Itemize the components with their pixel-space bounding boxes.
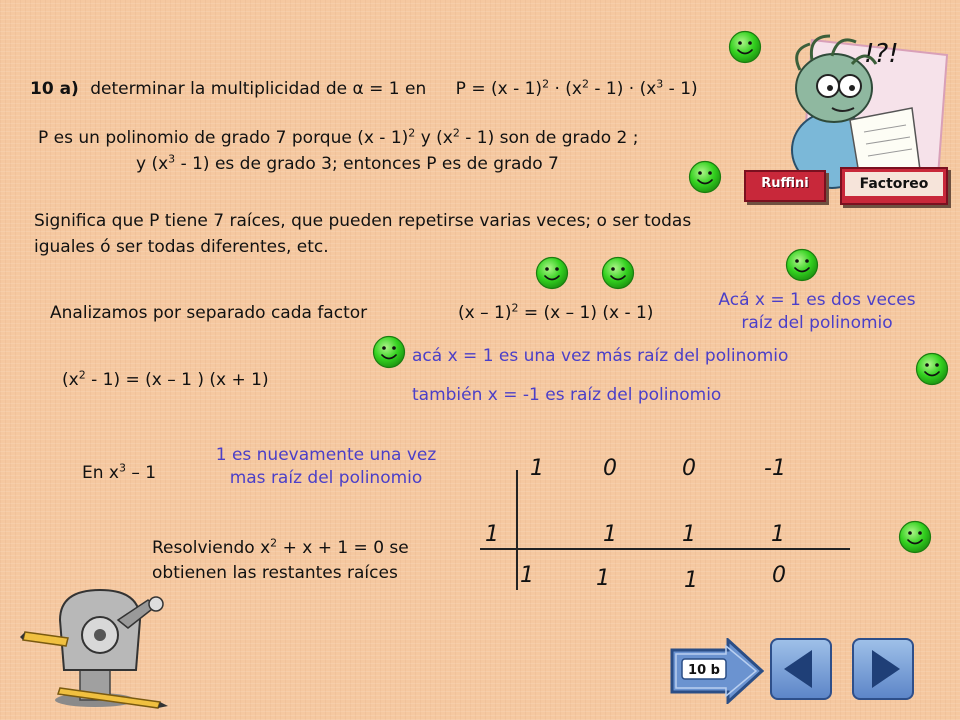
coefficient: -1 [764, 456, 786, 481]
solve-line-1: Resolviendo $x^2 + x + 1 = 0$ se [152, 536, 409, 558]
note-one-more-root: acá x = 1 es una vez más raíz del polinomio [412, 346, 789, 366]
next-10b-button[interactable] [668, 638, 764, 704]
ruffini-button-label: Ruffini [761, 176, 809, 191]
meaning-line-1: Significa que P tiene 7 raíces, que pueden repetirse varias veces; o ser todas [34, 211, 692, 231]
factoreo-button-label: Factoreo [845, 172, 943, 196]
alpha-symbol: α [352, 79, 364, 99]
previous-button[interactable] [770, 638, 832, 700]
note-again-root: 1 es nuevamente una vez mas raíz del polinomio [215, 445, 437, 488]
factoreo-button[interactable] [840, 167, 948, 205]
factor-1: (x – 1)$^2$ = (x – 1) (x - 1) [458, 301, 654, 323]
degree-line-1: P es un polinomio de grado 7 porque (x - 1)$^2$ y $(x^2 - 1)$ son de grado 2 ; [38, 126, 639, 148]
triangle-left-icon [772, 640, 830, 698]
pencil-sharpener-icon [20, 580, 170, 710]
alpha-value: = 1 en [363, 79, 427, 99]
smiley-icon [728, 30, 762, 64]
product: 1 [682, 522, 696, 547]
meaning-line-2: iguales ó ser todas diferentes, etc. [34, 237, 329, 257]
ruffini-root: 1 [485, 522, 499, 547]
next-button-label: 10 b [688, 663, 720, 678]
smiley-icon [915, 352, 949, 386]
problem-statement [30, 79, 698, 99]
coefficient: 1 [530, 456, 544, 481]
ruffini-horizontal-line [480, 548, 850, 550]
result: 1 [596, 566, 610, 591]
analysis-intro: Analizamos por separado cada factor [50, 303, 368, 323]
smiley-icon [688, 160, 722, 194]
smiley-icon [898, 520, 932, 554]
product: 1 [771, 522, 785, 547]
smiley-icon [785, 248, 819, 282]
triangle-right-icon [854, 640, 912, 698]
forward-button[interactable] [852, 638, 914, 700]
smiley-icon [601, 256, 635, 290]
smiley-icon [372, 335, 406, 369]
solve-line-2: obtienen las restantes raíces [152, 563, 398, 583]
ruffini-vertical-line [516, 470, 518, 590]
smiley-icon [535, 256, 569, 290]
polynomial-p: $P = (x - 1)^2 \cdot (x^2 - 1) \cdot (x^3 - 1)$ [455, 77, 698, 99]
degree-line-2: y $(x^3 - 1)$ es de grado 3; entonces P es de grado 7 [136, 152, 559, 174]
product: 1 [603, 522, 617, 547]
coefficient: 0 [603, 456, 617, 481]
ruffini-button[interactable] [744, 170, 826, 202]
exclaim-text: !?! [864, 39, 899, 69]
result: 1 [520, 563, 534, 588]
problem-text: determinar la multiplicidad de [90, 79, 348, 99]
note-double-root: Acá x = 1 es dos veces raíz del polinomio [718, 290, 916, 333]
result: 1 [684, 568, 698, 593]
third-factor-label: En $x^3 - 1$ [82, 461, 157, 483]
factor-2: $(x^2 - 1) = (x - 1$ ) (x + 1) [62, 368, 269, 390]
result: 0 [772, 563, 786, 588]
note-minus-one-root: también x = -1 es raíz del polinomio [412, 385, 722, 405]
problem-label: 10 a) [30, 79, 79, 99]
coefficient: 0 [682, 456, 696, 481]
